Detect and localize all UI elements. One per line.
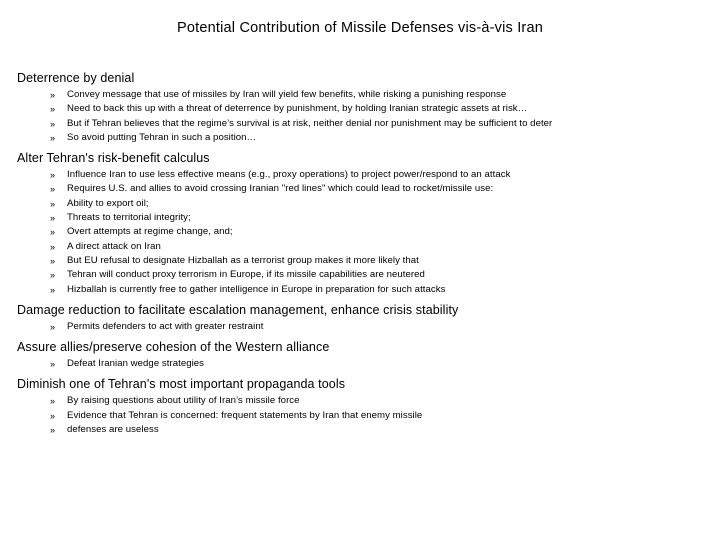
list-item-text: But EU refusal to designate Hizballah as a terrorist group makes it more likely that [67, 254, 419, 266]
section-heading: Deterrence by denial [17, 71, 135, 85]
double-chevron-right-icon: » [50, 90, 56, 100]
double-chevron-right-icon: » [50, 132, 56, 143]
list-item-text: Permits defenders to act with greater restraint [67, 320, 264, 332]
list-item-text: A direct attack on Iran [67, 240, 161, 252]
list-item [50, 225, 707, 239]
list-item [50, 357, 707, 371]
list-item-text: By raising questions about utility of Iran’s missile force [67, 395, 300, 407]
list-item [50, 182, 707, 196]
list-item [50, 268, 707, 282]
list-item-text: Need to back this up with a threat of deterrence by punishment, by holding Iranian strategic assets at risk… [67, 103, 528, 115]
list-item-text: Hizballah is currently free to gather intelligence in Europe in preparation for such attacks [67, 283, 446, 295]
double-chevron-right-icon: » [50, 118, 56, 129]
list-item-text: Requires U.S. and allies to avoid crossing Iranian "red lines" which could lead to rocket/missile use: [67, 183, 494, 195]
double-chevron-right-icon: » [50, 241, 56, 252]
bullet-list [17, 357, 707, 371]
list-item-text: But if Tehran believes that the regime’s survival is at risk, neither denial nor punishment may be sufficient to deter [67, 117, 553, 129]
section-propaganda [17, 376, 707, 437]
list-item [50, 283, 707, 297]
double-chevron-right-icon: » [50, 213, 56, 224]
double-chevron-right-icon: » [50, 104, 56, 115]
list-item-text: Defeat Iranian wedge strategies [67, 358, 205, 370]
list-item-text: Evidence that Tehran is concerned: frequent statements by Iran that enemy missile [67, 409, 423, 421]
list-item-text: Threats to territorial integrity; [67, 212, 191, 224]
list-item [50, 168, 707, 182]
list-item-text: defenses are useless [67, 424, 159, 436]
double-chevron-right-icon: » [50, 255, 56, 266]
section-deterrence-by-denial [17, 70, 707, 145]
double-chevron-right-icon: » [50, 227, 56, 238]
section-heading: Assure allies/preserve cohesion of the Western alliance [17, 340, 330, 355]
list-item [50, 88, 707, 102]
bullet-list [17, 320, 707, 334]
list-item-text: Overt attempts at regime change, and; [67, 226, 233, 238]
section-risk-benefit [17, 150, 707, 297]
double-chevron-right-icon: » [50, 284, 56, 295]
double-chevron-right-icon: » [50, 396, 56, 407]
bullet-list [17, 88, 707, 145]
section-heading: Damage reduction to facilitate escalation management, enhance crisis stability [17, 302, 459, 317]
section-assure-allies [17, 339, 707, 371]
section-heading: Diminish one of Tehran's most important propaganda tools [17, 377, 346, 392]
list-item [50, 254, 707, 268]
list-item [50, 102, 707, 116]
list-item [50, 240, 707, 254]
list-item [50, 131, 707, 145]
double-chevron-right-icon: » [50, 198, 56, 209]
list-item-text: Influence Iran to use less effective means (e.g., proxy operations) to project power/respond to an attack [67, 169, 511, 181]
list-item [50, 211, 707, 225]
list-item [50, 197, 707, 211]
double-chevron-right-icon: » [50, 410, 56, 421]
double-chevron-right-icon: » [50, 170, 56, 181]
list-item-text: Ability to export oil; [67, 197, 149, 209]
list-item [50, 409, 707, 423]
list-item [50, 117, 707, 131]
list-item [50, 394, 707, 408]
list-item-text: Convey message that use of missiles by Iran will yield few benefits, while risking a punishing response [67, 89, 507, 100]
page-title: Potential Contribution of Missile Defenses vis-à-vis Iran [177, 20, 543, 36]
section-damage-reduction [17, 302, 707, 334]
double-chevron-right-icon: » [50, 425, 56, 436]
list-item [50, 320, 707, 334]
bullet-list [17, 394, 707, 437]
section-heading: Alter Tehran's risk-benefit calculus [17, 151, 210, 166]
double-chevron-right-icon: » [50, 321, 56, 332]
slide-content [17, 70, 707, 437]
double-chevron-right-icon: » [50, 270, 56, 281]
bullet-list [17, 168, 707, 297]
double-chevron-right-icon: » [50, 359, 56, 370]
list-item-text: So avoid putting Tehran in such a position… [67, 131, 257, 143]
list-item [50, 423, 707, 437]
double-chevron-right-icon: » [50, 184, 56, 195]
list-item-text: Tehran will conduct proxy terrorism in Europe, if its missile capabilities are neutered [67, 269, 425, 281]
